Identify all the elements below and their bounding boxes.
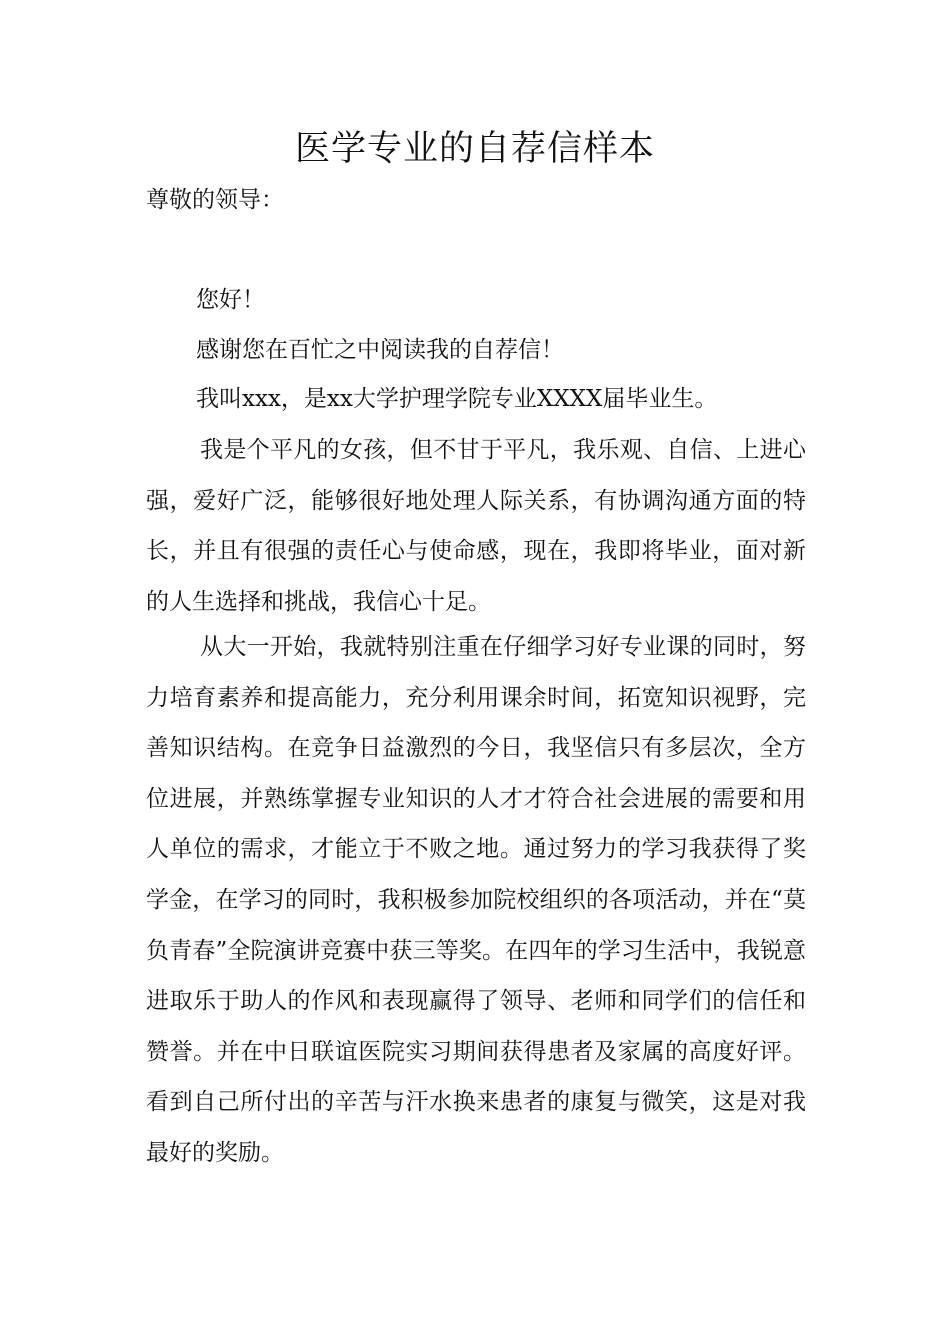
document-title: 医学专业的自荐信样本 — [294, 129, 655, 169]
paragraph-study-experience: 从大一开始，我就特别注重在仔细学习好专业课的同时，努力培育素养和提高能力，充分利用课余时间，拓宽知识视野，完善知识结构。在竞争日益激烈的今日，我坚信只有多层次，全方位进展，并熟练掌握专业知识的人才才符合社会进展的需要和用人单位的需求，才能立于不败之地。通过努力的学习我获得了奖学金，在学习的同时，我积极参加院校组织的各项活动，并在“莫负青春”全院演讲竞赛中获三等奖。在四年的学习生活中，我锐意进取乐于助人的作风和表现赢得了领导、老师和同学们的信任和赞誉。并在中日联谊医院实习期间获得患者及家属的高度好评。看到自己所付出的辛苦与汗水换来患者的康复与微笑，这是对我最好的奖励。 — [146, 634, 806, 1166]
paragraph-personality: 我是个平凡的女孩，但不甘于平凡，我乐观、自信、上进心强，爱好广泛，能够很好地处理人际关系，有协调沟通方面的特长，并且有很强的责任心与使命感，现在，我即将毕业，面对新的人生选择和挑战，我信心十足。 — [146, 437, 806, 615]
intro-line: 我叫xxx，是xx大学护理学院专业XXXX届毕业生。 — [196, 386, 718, 412]
thanks-line: 感谢您在百忙之中阅读我的自荐信！ — [196, 337, 564, 363]
greeting: 您好！ — [196, 287, 265, 313]
salutation: 尊敬的领导： — [146, 187, 284, 213]
